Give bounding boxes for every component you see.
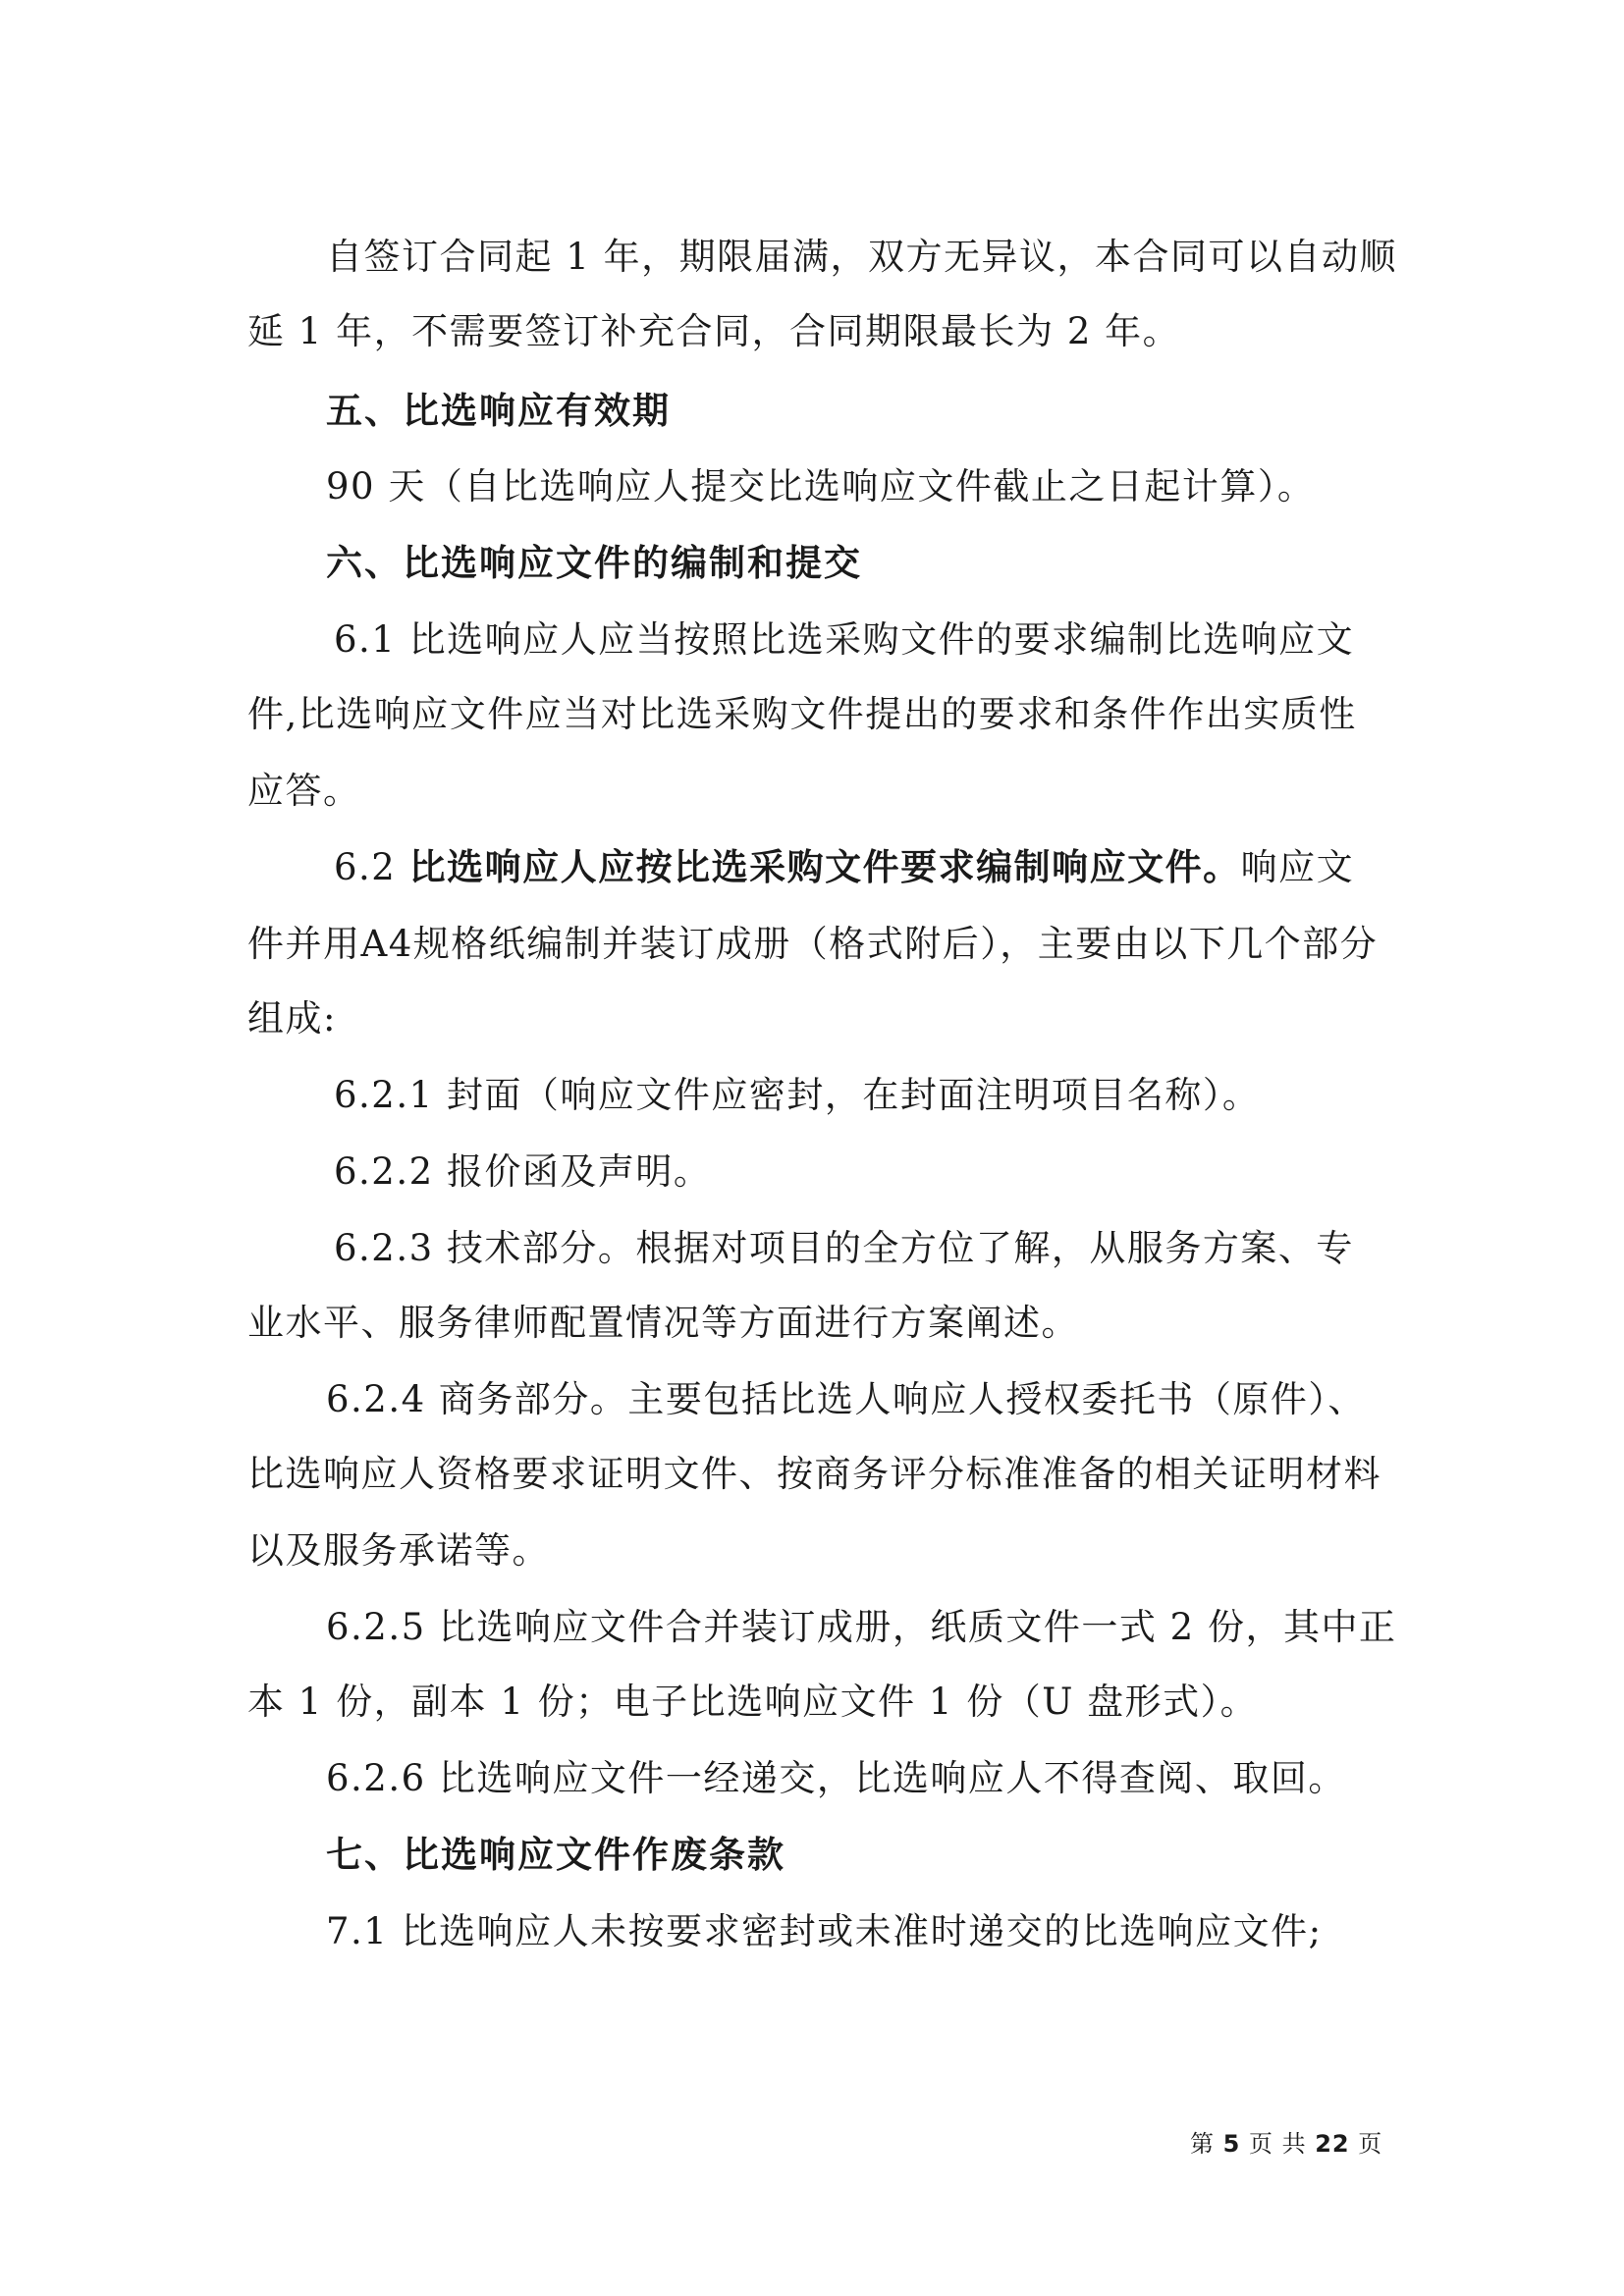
contract-term-line-1: 自签订合同起 1 年，期限届满，双方无异议，本合同可以自动顺	[326, 236, 1398, 278]
page-footer	[1190, 2124, 1382, 2159]
footer-prefix: 第	[1190, 2130, 1223, 2158]
validity-period-text: 90 天（自比选响应人提交比选响应文件截止之日起计算）。	[326, 465, 1316, 507]
clause-6-1-line-2: 件,比选响应文件应当对比选采购文件提出的要求和条件作出实质性	[247, 693, 1357, 735]
clause-6-2-2: 6.2.2 报价函及声明。	[334, 1150, 712, 1193]
clause-6-2-5-line-2: 本 1 份，副本 1 份；电子比选响应文件 1 份（U 盘形式）。	[247, 1681, 1259, 1723]
section-7-heading: 七、比选响应文件作废条款	[326, 1834, 785, 1876]
clause-6-1-line-3: 应答。	[247, 770, 361, 812]
clause-6-2-1: 6.2.1 封面（响应文件应密封，在封面注明项目名称）。	[334, 1074, 1261, 1116]
clause-6-2-4-line-2: 比选响应人资格要求证明文件、按商务评分标准准备的相关证明材料	[247, 1453, 1381, 1495]
clause-6-2-4-line-1: 6.2.4 商务部分。主要包括比选人响应人授权委托书（原件）、	[326, 1378, 1366, 1420]
contract-term-line-2: 延 1 年，不需要签订补充合同，合同期限最长为 2 年。	[247, 310, 1181, 352]
clause-6-2-line-3: 组成:	[247, 997, 337, 1040]
clause-6-2-line-2: 件并用A4规格纸编制并装订成册（格式附后），主要由以下几个部分	[247, 923, 1379, 965]
footer-page-number: 5	[1222, 2130, 1241, 2158]
clause-6-2-3-line-2: 业水平、服务律师配置情况等方面进行方案阐述。	[247, 1302, 1079, 1344]
clause-6-1-line-1: 6.1 比选响应人应当按照比选采购文件的要求编制比选响应文	[334, 618, 1355, 661]
clause-6-2-4-line-3: 以及服务承诺等。	[247, 1529, 550, 1572]
clause-6-2-number: 6.2	[334, 846, 409, 888]
clause-6-2-bold-text: 比选响应人应按比选采购文件要求编制响应文件。	[408, 846, 1241, 888]
footer-total-pages: 22	[1315, 2130, 1350, 2158]
clause-6-2-3-line-1: 6.2.3 技术部分。根据对项目的全方位了解，从服务方案、专	[334, 1227, 1354, 1269]
clause-6-2-6: 6.2.6 比选响应文件一经递交，比选响应人不得查阅、取回。	[326, 1757, 1346, 1799]
clause-6-2-5-line-1: 6.2.5 比选响应文件合并装订成册，纸质文件一式 2 份，其中正	[326, 1606, 1397, 1648]
clause-7-1: 7.1 比选响应人未按要求密封或未准时递交的比选响应文件;	[326, 1910, 1323, 1952]
clause-6-2-rest-text: 响应文	[1240, 846, 1355, 888]
footer-suffix: 页	[1349, 2130, 1383, 2158]
section-6-heading: 六、比选响应文件的编制和提交	[326, 542, 862, 584]
footer-middle: 页 共	[1240, 2130, 1316, 2158]
clause-6-2-line-1	[334, 844, 1354, 891]
section-5-heading: 五、比选响应有效期	[326, 390, 671, 432]
